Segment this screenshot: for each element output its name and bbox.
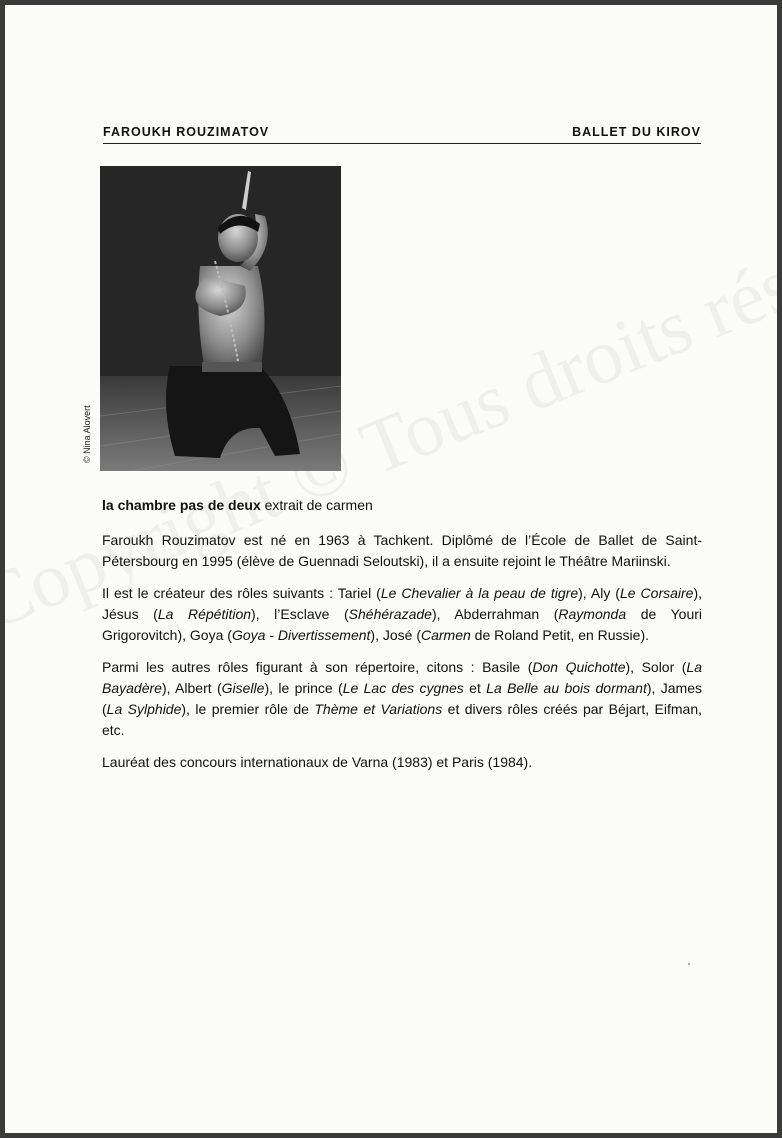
work-title: Thème et Variations (314, 701, 443, 717)
work-title: Le Corsaire (619, 585, 694, 601)
piece-heading (102, 495, 702, 516)
document-page (5, 5, 777, 1133)
work-title: Carmen (421, 627, 471, 643)
work-title: Le Lac des cygnes (342, 680, 464, 696)
text-run: ), Jésus ( (102, 585, 703, 622)
text-run: ), Albert ( (161, 680, 222, 696)
text-run: ), l’Esclave ( (251, 606, 349, 622)
work-title: La Belle au bois dormant (486, 680, 647, 696)
work-title: La Répétition (157, 606, 252, 622)
work-title: Giselle (221, 680, 265, 696)
dancer-photo (100, 166, 341, 471)
biography-text (102, 495, 702, 784)
text-run: de Youri Grigorovitch), Goya ( (102, 606, 702, 643)
text-run: ), Solor ( (625, 659, 687, 675)
header-company: BALLET DU KIROV (572, 125, 701, 139)
bio-paragraph (102, 530, 702, 572)
piece-title: la chambre pas de deux (102, 497, 261, 513)
dancer-photo-illustration (100, 166, 341, 471)
text-run: Parmi les autres rôles figurant à son répertoire, citons : Basile ( (102, 659, 533, 675)
piece-subtitle: extrait de carmen (260, 497, 373, 513)
header-dancer-name: FAROUKH ROUZIMATOV (103, 125, 270, 139)
text-run: de Roland Petit, en Russie). (470, 627, 650, 643)
work-title: Don Quichotte (532, 659, 626, 675)
work-title: La Bayadère (102, 659, 702, 696)
bio-paragraph (102, 583, 702, 646)
text-run: ), José ( (370, 627, 421, 643)
work-title: Raymonda (558, 606, 627, 622)
work-title: Goya - Divertissement (231, 627, 371, 643)
work-title: Shéhérazade (348, 606, 432, 622)
running-header (103, 123, 701, 144)
work-title: Le Chevalier à la peau de tigre (380, 585, 579, 601)
text-run: et divers rôles créés par Béjart, Eifman, etc. (102, 701, 703, 738)
text-run: ), le prince ( (264, 680, 343, 696)
text-run: ), James ( (102, 680, 702, 717)
text-run: Faroukh Rouzimatov est né en 1963 à Tachkent. Diplômé de l’École de Ballet de Saint-Pétersbourg en 1995 (élève de Guennadi Seloutski), il a ensuite rejoint le Théâtre Mariinski. (102, 532, 702, 569)
work-title: La Sylphide (106, 701, 182, 717)
text-run: ), Aly ( (578, 585, 620, 601)
bio-paragraph (102, 752, 702, 773)
text-run: Lauréat des concours internationaux de Varna (1983) et Paris (1984). (102, 754, 533, 770)
text-run: ), le premier rôle de (181, 701, 315, 717)
text-run: Il est le créateur des rôles suivants : Tariel ( (102, 585, 381, 601)
text-run: ), Abderrahman ( (431, 606, 559, 622)
bio-paragraph (102, 657, 702, 741)
photo-credit: © Nina Alovert (82, 405, 92, 463)
speck (688, 963, 690, 965)
text-run: et (463, 680, 487, 696)
